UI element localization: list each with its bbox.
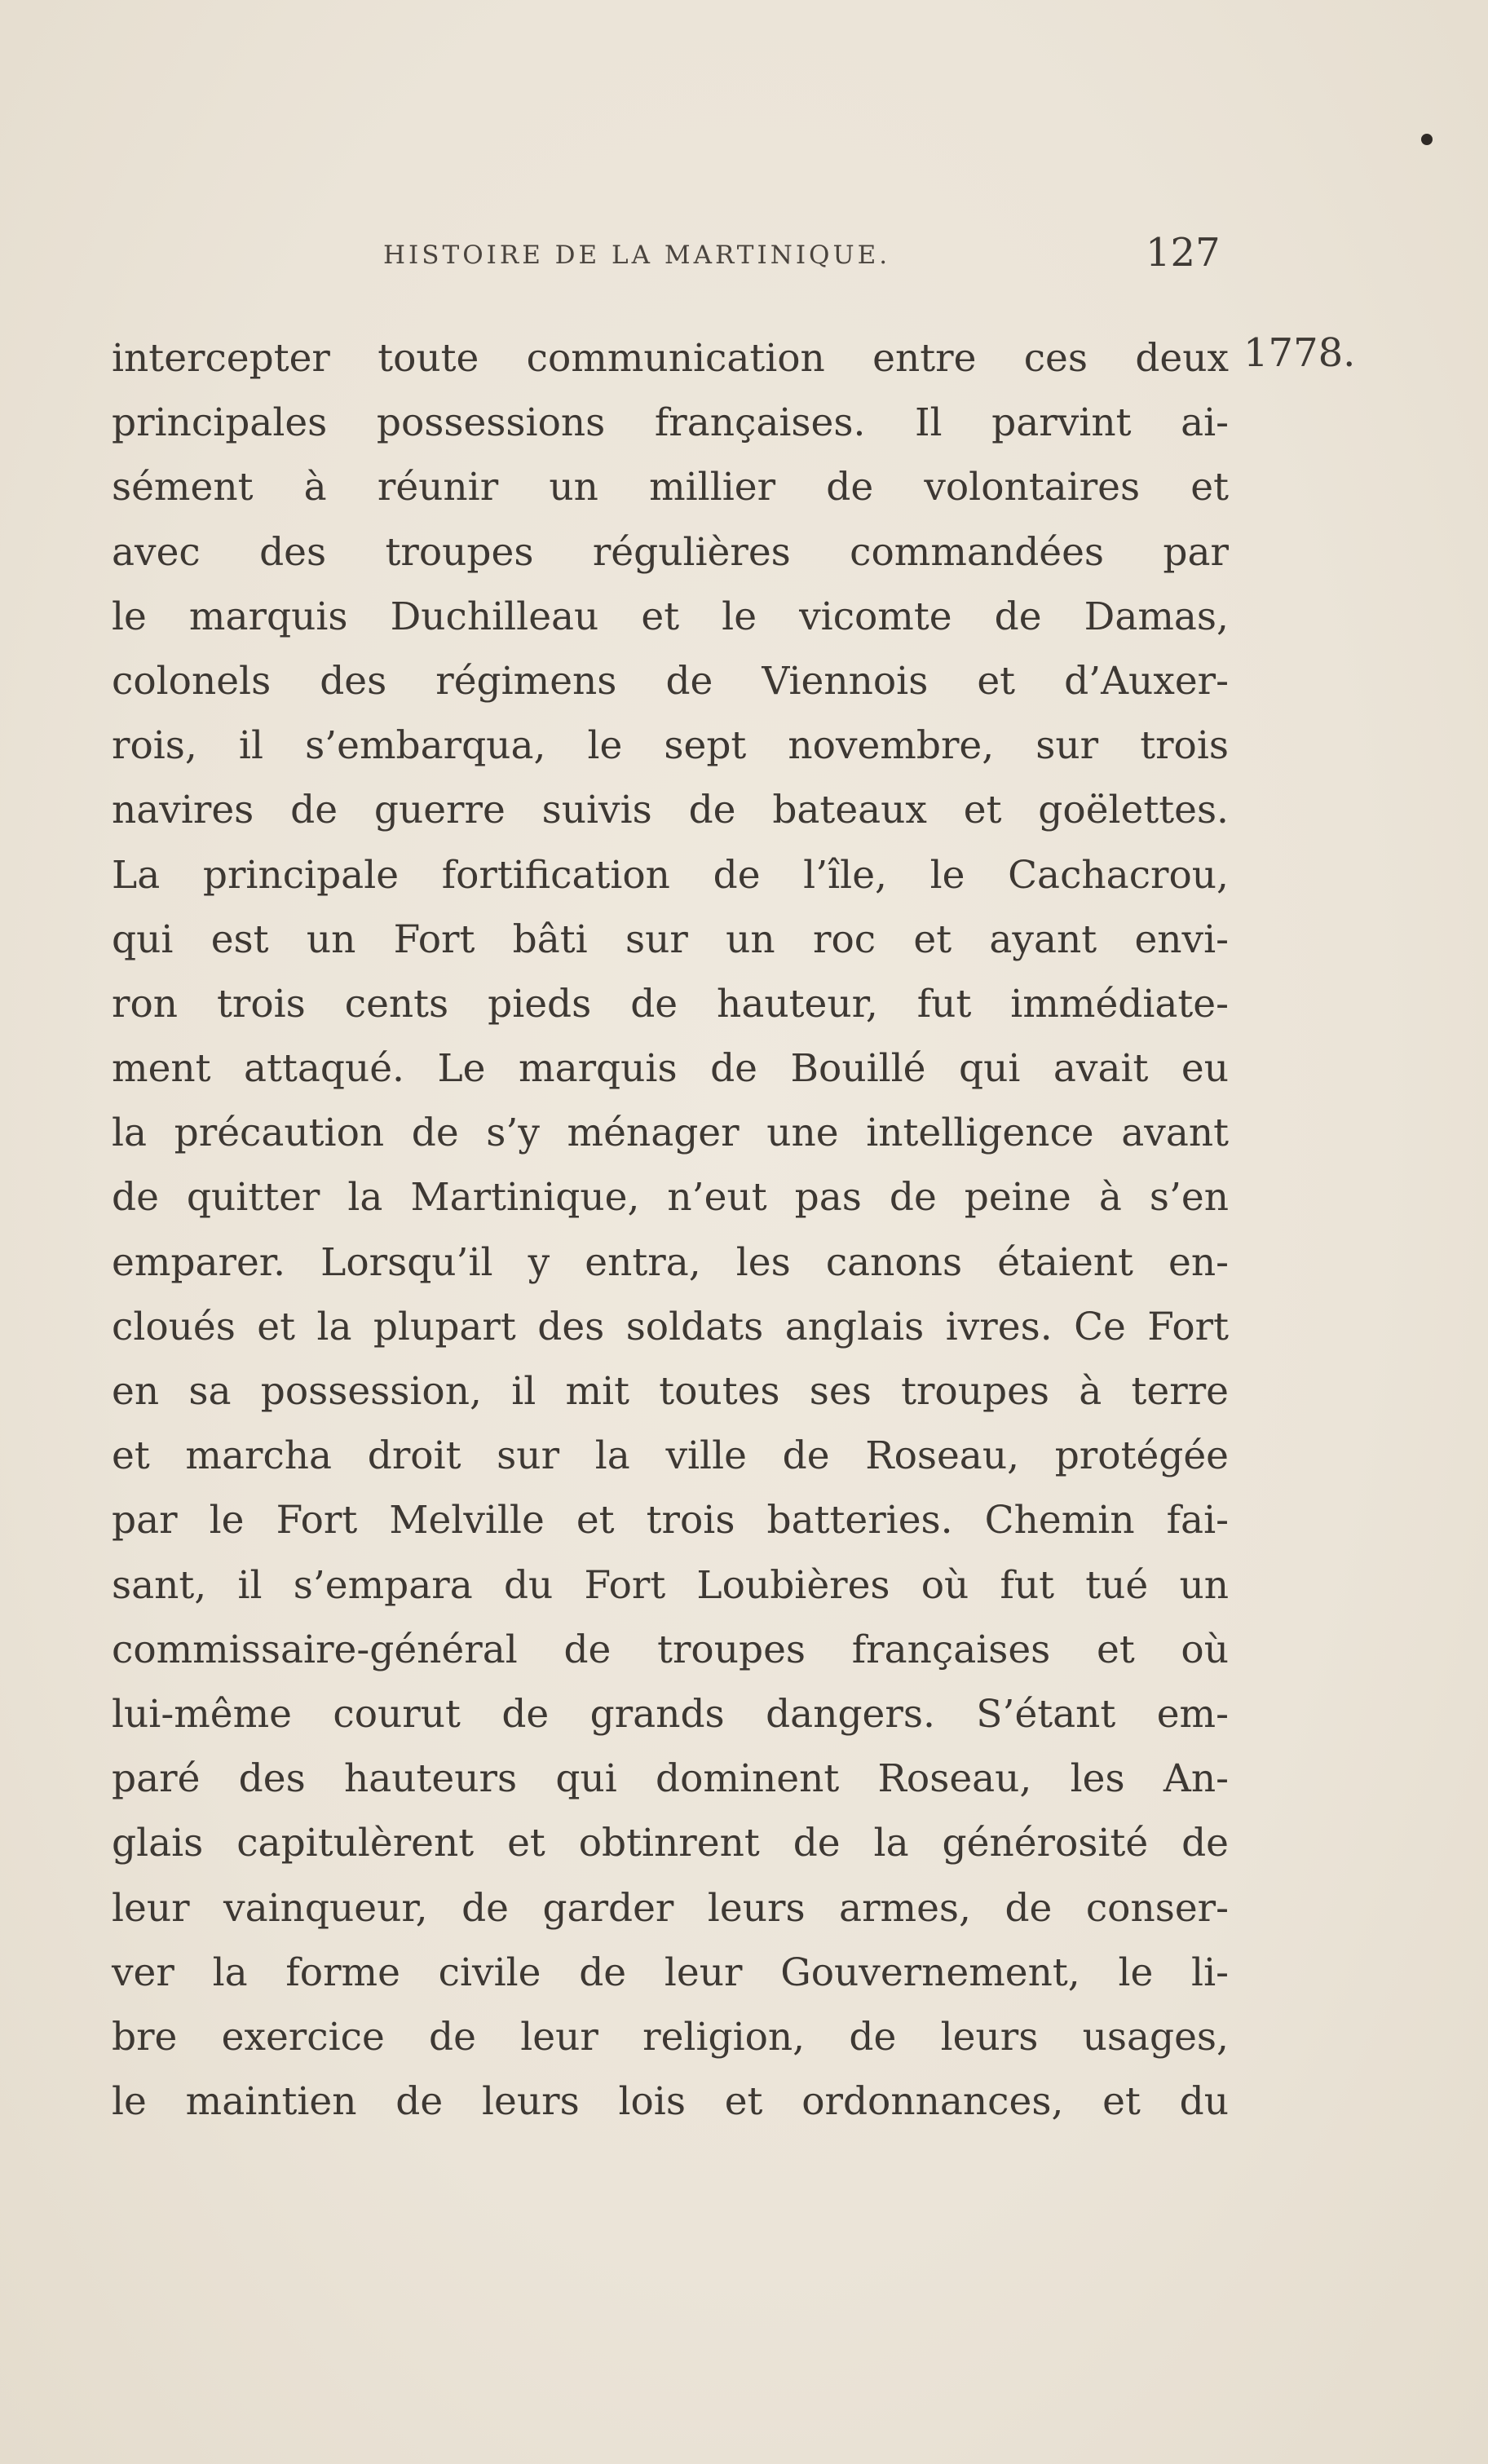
margin-year-note: 1778.	[1243, 330, 1356, 376]
text-line: ver la forme civile de leur Gouvernement, le li-	[112, 1950, 1229, 1995]
text-line: bre exercice de leur religion, de leurs usages,	[112, 2014, 1229, 2060]
body-text	[112, 326, 1229, 2134]
running-title: HISTOIRE DE LA MARTINIQUE.	[383, 241, 891, 270]
ink-speck	[1421, 134, 1433, 145]
text-line: colonels des régimens de Viennois et d’Auxer-	[112, 658, 1229, 704]
text-line: le marquis Duchilleau et le vicomte de Damas,	[112, 594, 1229, 639]
text-line: rois, il s’embarqua, le sept novembre, sur trois	[112, 723, 1229, 769]
text-line: paré des hauteurs qui dominent Roseau, les An-	[112, 1756, 1229, 1802]
text-line: avec des troupes régulières commandées par	[112, 529, 1229, 575]
text-line: navires de guerre suivis de bateaux et goëlettes.	[112, 788, 1229, 833]
text-line: lui-même courut de grands dangers. S’étant em-	[112, 1691, 1229, 1737]
text-line: en sa possession, il mit toutes ses troupes à terre	[112, 1369, 1229, 1414]
text-line: sant, il s’empara du Fort Loubières où fut tué un	[112, 1562, 1229, 1608]
text-line: sément à réunir un millier de volontaires et	[112, 465, 1229, 510]
text-line: La principale fortification de l’île, le Cachacrou,	[112, 852, 1229, 898]
page-number: 127	[1146, 230, 1221, 276]
text-line: et marcha droit sur la ville de Roseau, protégée	[112, 1433, 1229, 1479]
text-line: leur vainqueur, de garder leurs armes, de conser-	[112, 1885, 1229, 1931]
text-line: le maintien de leurs lois et ordonnances, et du	[112, 2079, 1229, 2125]
text-line: glais capitulèrent et obtinrent de la générosité de	[112, 1821, 1229, 1866]
text-line: de quitter la Martinique, n’eut pas de peine à s’en	[112, 1175, 1229, 1221]
text-line: emparer. Lorsqu’il y entra, les canons étaient en-	[112, 1239, 1229, 1285]
text-line: par le Fort Melville et trois batteries. Chemin fai-	[112, 1498, 1229, 1543]
text-line: ron trois cents pieds de hauteur, fut immédiate-	[112, 981, 1229, 1027]
text-line: la précaution de s’y ménager une intelligence avant	[112, 1111, 1229, 1156]
text-line: ment attaqué. Le marquis de Bouillé qui avait eu	[112, 1046, 1229, 1092]
text-line: cloués et la plupart des soldats anglais ivres. Ce Fort	[112, 1304, 1229, 1349]
text-line: qui est un Fort bâti sur un roc et ayant envi-	[112, 916, 1229, 962]
text-line: commissaire-général de troupes françaises et où	[112, 1627, 1229, 1672]
text-line: intercepter toute communication entre ces deux	[112, 336, 1229, 381]
text-line: principales possessions françaises. Il parvint ai-	[112, 400, 1229, 446]
